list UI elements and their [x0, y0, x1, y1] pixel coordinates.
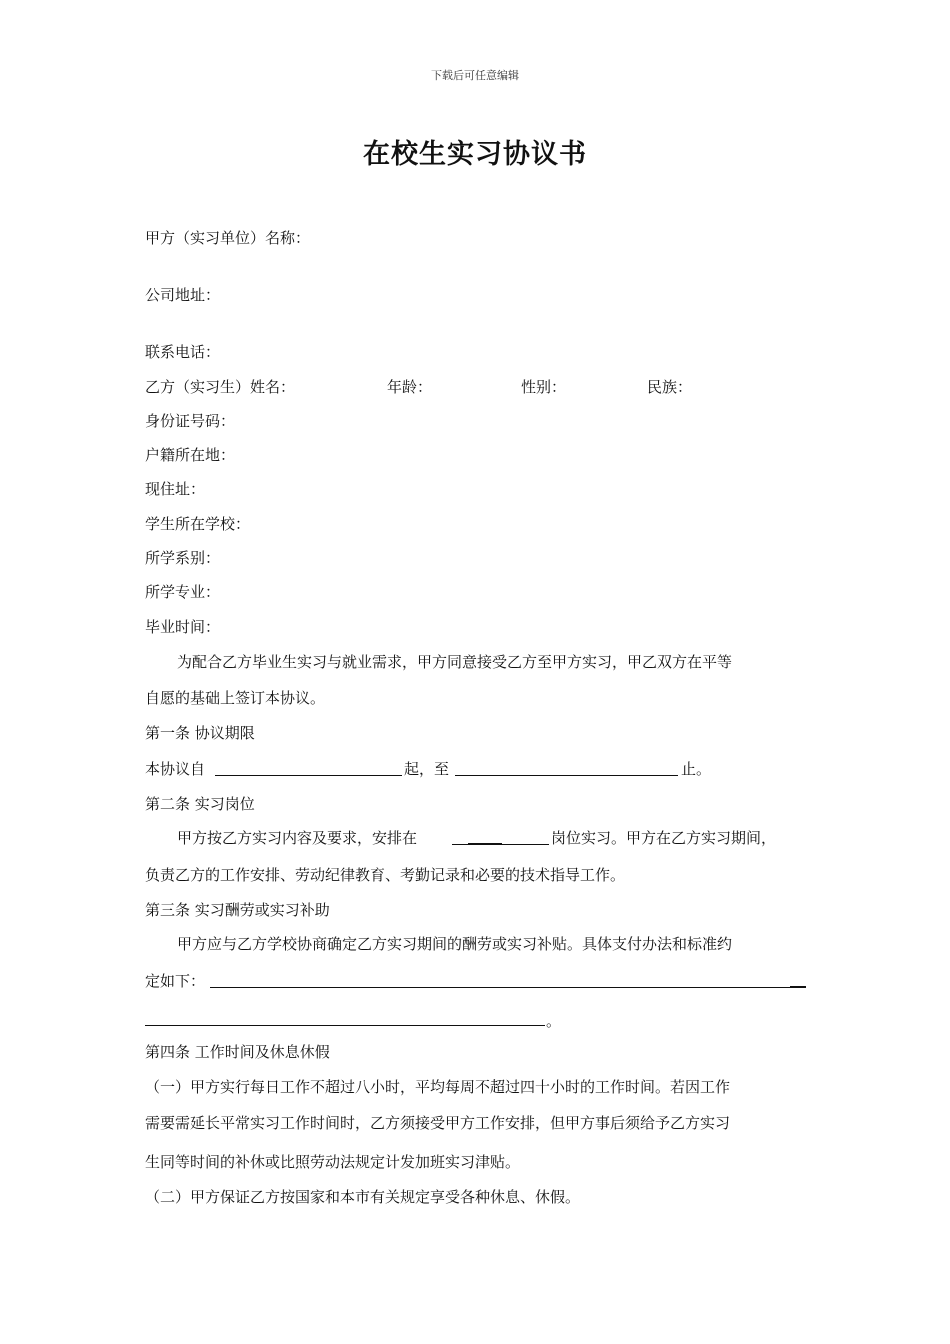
article-3-heading: 第三条 实习酬劳或实习补助 — [145, 901, 330, 919]
document-title: 在校生实习协议书 — [363, 139, 587, 170]
article-3-blank-1 — [210, 987, 790, 988]
article-1-middle: 起，至 — [404, 760, 450, 778]
article-4-clause-1-line-3: 生同等时间的补休或比照劳动法规定计发加班实习津贴。 — [145, 1153, 521, 1171]
contact-phone-label: 联系电话： — [145, 343, 221, 361]
party-a-name-label: 甲方（实习单位）名称： — [145, 229, 311, 247]
intro-line-1: 为配合乙方毕业生实习与就业需求，甲方同意接受乙方至甲方实习，甲乙双方在平等 — [177, 653, 733, 671]
article-2-blank-c — [502, 844, 549, 845]
header-note: 下载后可任意编辑 — [431, 69, 519, 82]
article-1-suffix: 止。 — [681, 760, 712, 778]
party-b-name-label: 乙方（实习生）姓名： — [145, 378, 296, 396]
article-4-clause-1-line-2: 需要需延长平常实习工作时间时，乙方须接受甲方工作安排，但甲方事后须给予乙方实习 — [145, 1114, 731, 1132]
graduation-label: 毕业时间： — [145, 618, 221, 636]
article-3-blank-1-end — [790, 986, 806, 988]
article-3-line-1: 甲方应与乙方学校协商确定乙方实习期间的酬劳或实习补贴。具体支付办法和标准约 — [177, 935, 733, 953]
age-label: 年龄： — [387, 378, 433, 396]
department-label: 所学系别： — [145, 549, 221, 567]
article-4-heading: 第四条 工作时间及休息休假 — [145, 1043, 330, 1061]
article-2-line-2: 负责乙方的工作安排、劳动纪律教育、考勤记录和必要的技术指导工作。 — [145, 866, 626, 884]
article-2-blank-b — [468, 843, 502, 845]
school-label: 学生所在学校： — [145, 515, 251, 533]
article-2-blank-a — [452, 844, 468, 845]
article-2-line-1-prefix: 甲方按乙方实习内容及要求，安排在 — [177, 829, 418, 847]
article-1-end-blank — [455, 775, 678, 776]
residence-label: 现住址： — [145, 480, 206, 498]
article-3-line-3-suffix: 。 — [546, 1012, 562, 1030]
article-1-heading: 第一条 协议期限 — [145, 724, 255, 742]
article-2-heading: 第二条 实习岗位 — [145, 795, 255, 813]
ethnicity-label: 民族： — [647, 378, 693, 396]
article-1-prefix: 本协议自 — [145, 760, 206, 778]
id-number-label: 身份证号码： — [145, 412, 236, 430]
article-4-clause-2: （二）甲方保证乙方按国家和本市有关规定享受各种休息、休假。 — [145, 1188, 581, 1206]
gender-label: 性别： — [521, 378, 567, 396]
intro-line-2: 自愿的基础上签订本协议。 — [145, 689, 326, 707]
article-3-blank-2 — [145, 1025, 545, 1026]
hukou-label: 户籍所在地： — [145, 446, 236, 464]
article-3-line-2-prefix: 定如下： — [145, 972, 206, 990]
article-4-clause-1-line-1: （一）甲方实行每日工作不超过八小时，平均每周不超过四十小时的工作时间。若因工作 — [145, 1078, 731, 1096]
article-2-line-1-suffix: 岗位实习。甲方在乙方实习期间， — [551, 829, 777, 847]
article-1-start-blank-a — [215, 775, 245, 776]
company-address-label: 公司地址： — [145, 286, 221, 304]
article-1-start-blank-b — [245, 775, 402, 776]
major-label: 所学专业： — [145, 583, 221, 601]
